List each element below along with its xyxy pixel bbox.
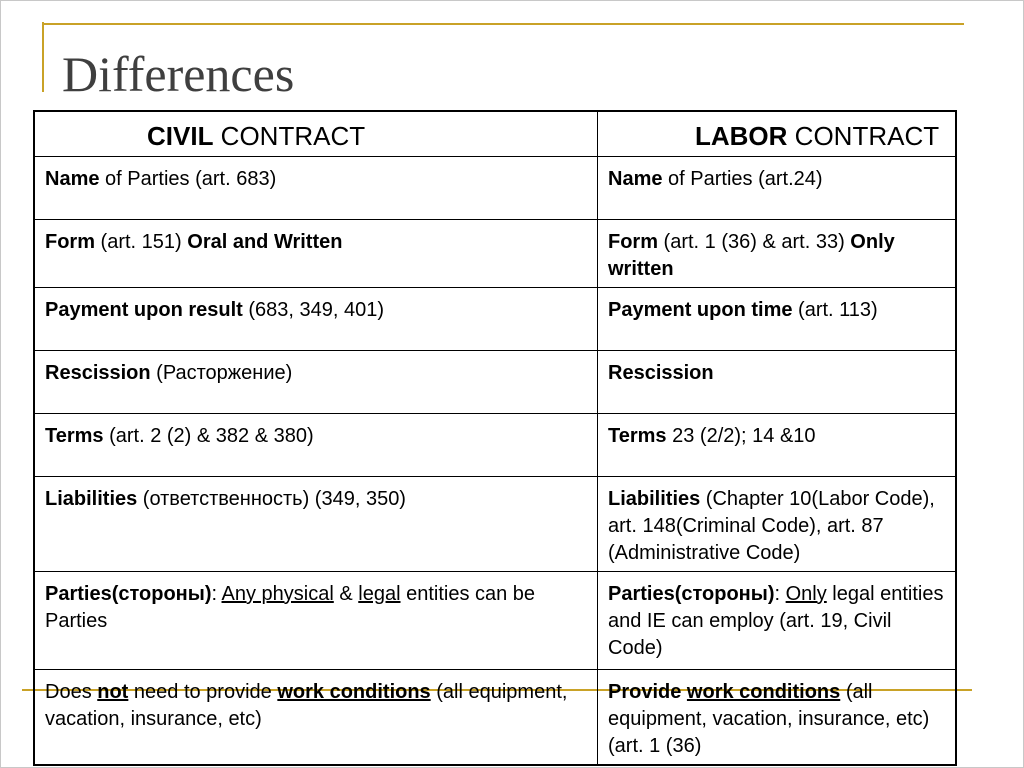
civil-cell <box>34 157 598 220</box>
cell-text: (Расторжение) <box>150 362 293 384</box>
labor-cell <box>598 670 957 766</box>
civil-cell <box>34 414 598 477</box>
table-row-liabilities <box>34 477 956 572</box>
table-row-work-conditions <box>34 670 956 766</box>
cell-bold: Form <box>608 231 658 253</box>
cell-bold: Parties(стороны) <box>45 583 212 605</box>
cell-text: & <box>333 583 359 605</box>
labor-cell <box>598 220 957 288</box>
cell-bold: Rescission <box>45 362 151 384</box>
cell-text: Does <box>45 681 98 703</box>
cell-bold: Liabilities <box>608 488 701 510</box>
cell-underline: Only <box>785 583 827 605</box>
civil-header-rest: CONTRACT <box>213 121 366 151</box>
cell-text: legal entities and IE can employ (art. 19, Civil Code) <box>608 583 944 659</box>
accent-top-line <box>42 23 964 25</box>
civil-cell <box>34 572 598 670</box>
accent-vertical-line <box>42 22 44 92</box>
table-row-payment <box>34 288 956 351</box>
table-header-row <box>34 111 956 157</box>
differences-table <box>33 110 957 766</box>
cell-text: (683, 349, 401) <box>242 299 385 321</box>
labor-cell <box>598 477 957 572</box>
cell-bold-underline: work conditions <box>686 681 841 703</box>
cell-text: entities can be Parties <box>45 583 536 632</box>
labor-cell <box>598 572 957 670</box>
cell-text: : <box>774 583 786 605</box>
civil-cell <box>34 220 598 288</box>
cell-bold: Provide <box>608 681 687 703</box>
table-row-terms <box>34 414 956 477</box>
civil-header-strong: CIVIL <box>147 121 214 151</box>
civil-cell <box>34 477 598 572</box>
labor-cell <box>598 414 957 477</box>
cell-bold: Rescission <box>608 362 714 384</box>
cell-text: (art. 113) <box>792 299 878 321</box>
cell-bold: Form <box>45 231 95 253</box>
labor-header-strong: LABOR <box>695 121 788 151</box>
cell-text: (all equipment, vacation, insurance, etc) (art. 1 (36) <box>608 681 930 757</box>
civil-cell <box>34 351 598 414</box>
cell-bold: Terms <box>608 425 667 447</box>
labor-contract-header <box>598 111 957 157</box>
table-row-rescission <box>34 351 956 414</box>
cell-text: of Parties (art. 683) <box>99 168 277 190</box>
table-row-name <box>34 157 956 220</box>
cell-bold: Payment upon time <box>608 299 793 321</box>
cell-text: (ответственность) (349, 350) <box>137 488 406 510</box>
cell-bold-underline: work conditions <box>277 681 431 703</box>
civil-cell <box>34 670 598 766</box>
cell-text: (art. 2 (2) & 382 & 380) <box>103 425 314 447</box>
cell-bold-underline: not <box>97 681 129 703</box>
slide-title: Differences <box>62 46 295 102</box>
cell-text: (art. 151) <box>95 231 188 253</box>
civil-contract-header <box>34 111 598 157</box>
cell-bold: Oral and Written <box>187 231 343 253</box>
cell-text: (Chapter 10(Labor Code), art. 148(Criminal Code), art. 87 (Administrative Code) <box>608 488 935 564</box>
labor-cell <box>598 288 957 351</box>
cell-text: need to provide <box>128 681 278 703</box>
cell-underline: legal <box>358 583 401 605</box>
cell-bold: Liabilities <box>45 488 138 510</box>
cell-bold: Name <box>45 168 100 190</box>
labor-cell <box>598 351 957 414</box>
cell-bold: Parties(стороны) <box>608 583 775 605</box>
cell-bold: Terms <box>45 425 104 447</box>
cell-underline: Any physical <box>221 583 334 605</box>
cell-text: (art. 1 (36) & art. 33) <box>658 231 851 253</box>
cell-text: of Parties (art.24) <box>662 168 823 190</box>
labor-header-rest: CONTRACT <box>787 121 940 151</box>
cell-bold: Only written <box>608 231 895 280</box>
table-row-parties <box>34 572 956 670</box>
labor-cell <box>598 157 957 220</box>
cell-text: 23 (2/2); 14 &10 <box>666 425 816 447</box>
civil-cell <box>34 288 598 351</box>
cell-bold: Payment upon result <box>45 299 243 321</box>
cell-bold: Name <box>608 168 663 190</box>
cell-text: : <box>211 583 222 605</box>
cell-text: (all equipment, vacation, insurance, etc) <box>45 681 568 730</box>
table-row-form <box>34 220 956 288</box>
